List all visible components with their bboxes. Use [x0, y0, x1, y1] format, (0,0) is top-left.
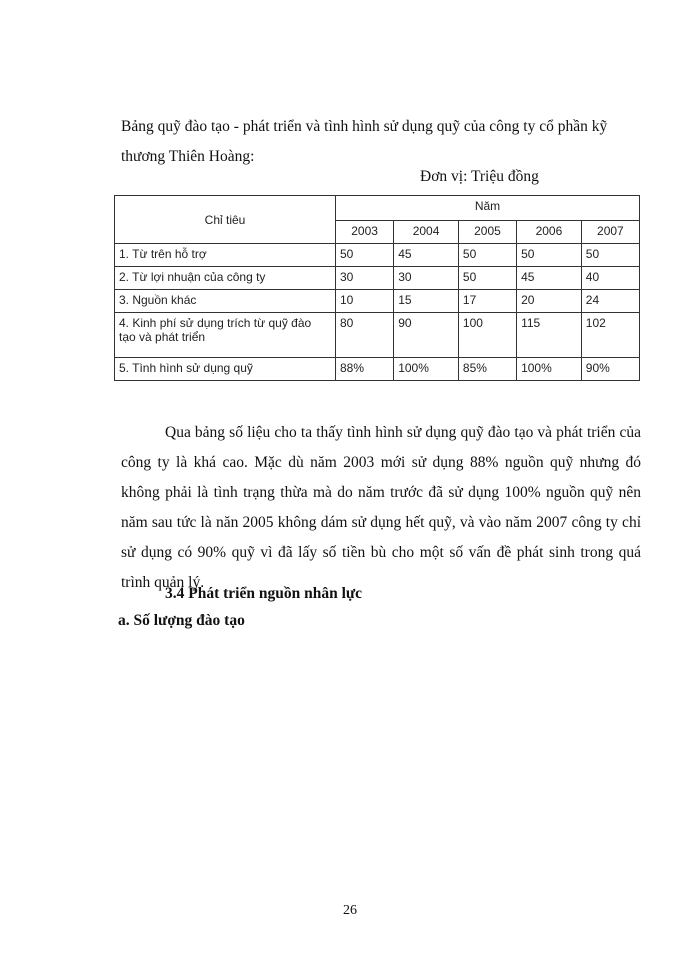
table-cell: 45: [517, 267, 582, 290]
table-cell: 24: [581, 290, 639, 313]
year-group-header: Năm: [336, 196, 640, 221]
table-cell: 100: [458, 313, 516, 358]
fund-table: [114, 195, 640, 381]
table-cell: 50: [517, 244, 582, 267]
table-cell: 20: [517, 290, 582, 313]
year-header: 2005: [458, 221, 516, 244]
table-row: [115, 267, 640, 290]
table-cell: 100%: [517, 358, 582, 381]
table-cell: 90: [394, 313, 459, 358]
criteria-header: Chỉ tiêu: [115, 196, 336, 244]
year-header: 2006: [517, 221, 582, 244]
table-cell: 115: [517, 313, 582, 358]
subsection-heading: a. Số lượng đào tạo: [118, 612, 245, 629]
table-intro-text: Bảng quỹ đào tạo - phát triển và tình hình sử dụng quỹ của công ty cổ phần kỹ thương Thiên Hoàng:: [121, 118, 608, 165]
row-label: 3. Nguồn khác: [115, 290, 336, 313]
table-cell: 17: [458, 290, 516, 313]
table-cell: 50: [581, 244, 639, 267]
year-header: 2004: [394, 221, 459, 244]
table-cell: 80: [336, 313, 394, 358]
table-row: [115, 358, 640, 381]
table-cell: 10: [336, 290, 394, 313]
analysis-paragraph-text: Qua bảng số liệu cho ta thấy tình hình sử dụng quỹ đào tạo và phát triển của công ty là khá cao. Mặc dù năm 2003 mới sử dụng 88% nguồn quỹ nhưng đó không phải là tình trạng thừa mà do năm trước đã sử dụng 100% nguồn quỹ nên năm sau tức là năn 2005 không dám sử dụng hết quỹ, và vào năm 2007 công ty chỉ sử dụng có 90% quỹ vì đã lấy số tiền bù cho một số vấn đề phát sinh trong quá trình quản lý.: [121, 424, 641, 591]
unit-label: Đơn vị: Triệu đồng: [420, 168, 539, 185]
table-cell: 50: [458, 244, 516, 267]
table-cell: 50: [336, 244, 394, 267]
table-cell: 100%: [394, 358, 459, 381]
row-label: 2. Từ lợi nhuận của công ty: [115, 267, 336, 290]
table-cell: 30: [394, 267, 459, 290]
table-cell: 88%: [336, 358, 394, 381]
year-header: 2003: [336, 221, 394, 244]
table-cell: 90%: [581, 358, 639, 381]
section-heading: 3.4 Phát triển nguồn nhân lực: [165, 585, 363, 602]
table-cell: 40: [581, 267, 639, 290]
table-cell: 102: [581, 313, 639, 358]
table-cell: 30: [336, 267, 394, 290]
analysis-paragraph: [121, 418, 641, 598]
year-header: 2007: [581, 221, 639, 244]
table-cell: 50: [458, 267, 516, 290]
row-label: 4. Kinh phí sử dụng trích từ quỹ đào tạo và phát triển: [115, 313, 336, 358]
page-number: 26: [343, 903, 357, 918]
table-row: [115, 290, 640, 313]
table-cell: 15: [394, 290, 459, 313]
table-row: [115, 244, 640, 267]
row-label: 5. Tình hình sử dụng quỹ: [115, 358, 336, 381]
table-cell: 85%: [458, 358, 516, 381]
table-row: [115, 313, 640, 358]
row-label: 1. Từ trên hỗ trợ: [115, 244, 336, 267]
table-cell: 45: [394, 244, 459, 267]
